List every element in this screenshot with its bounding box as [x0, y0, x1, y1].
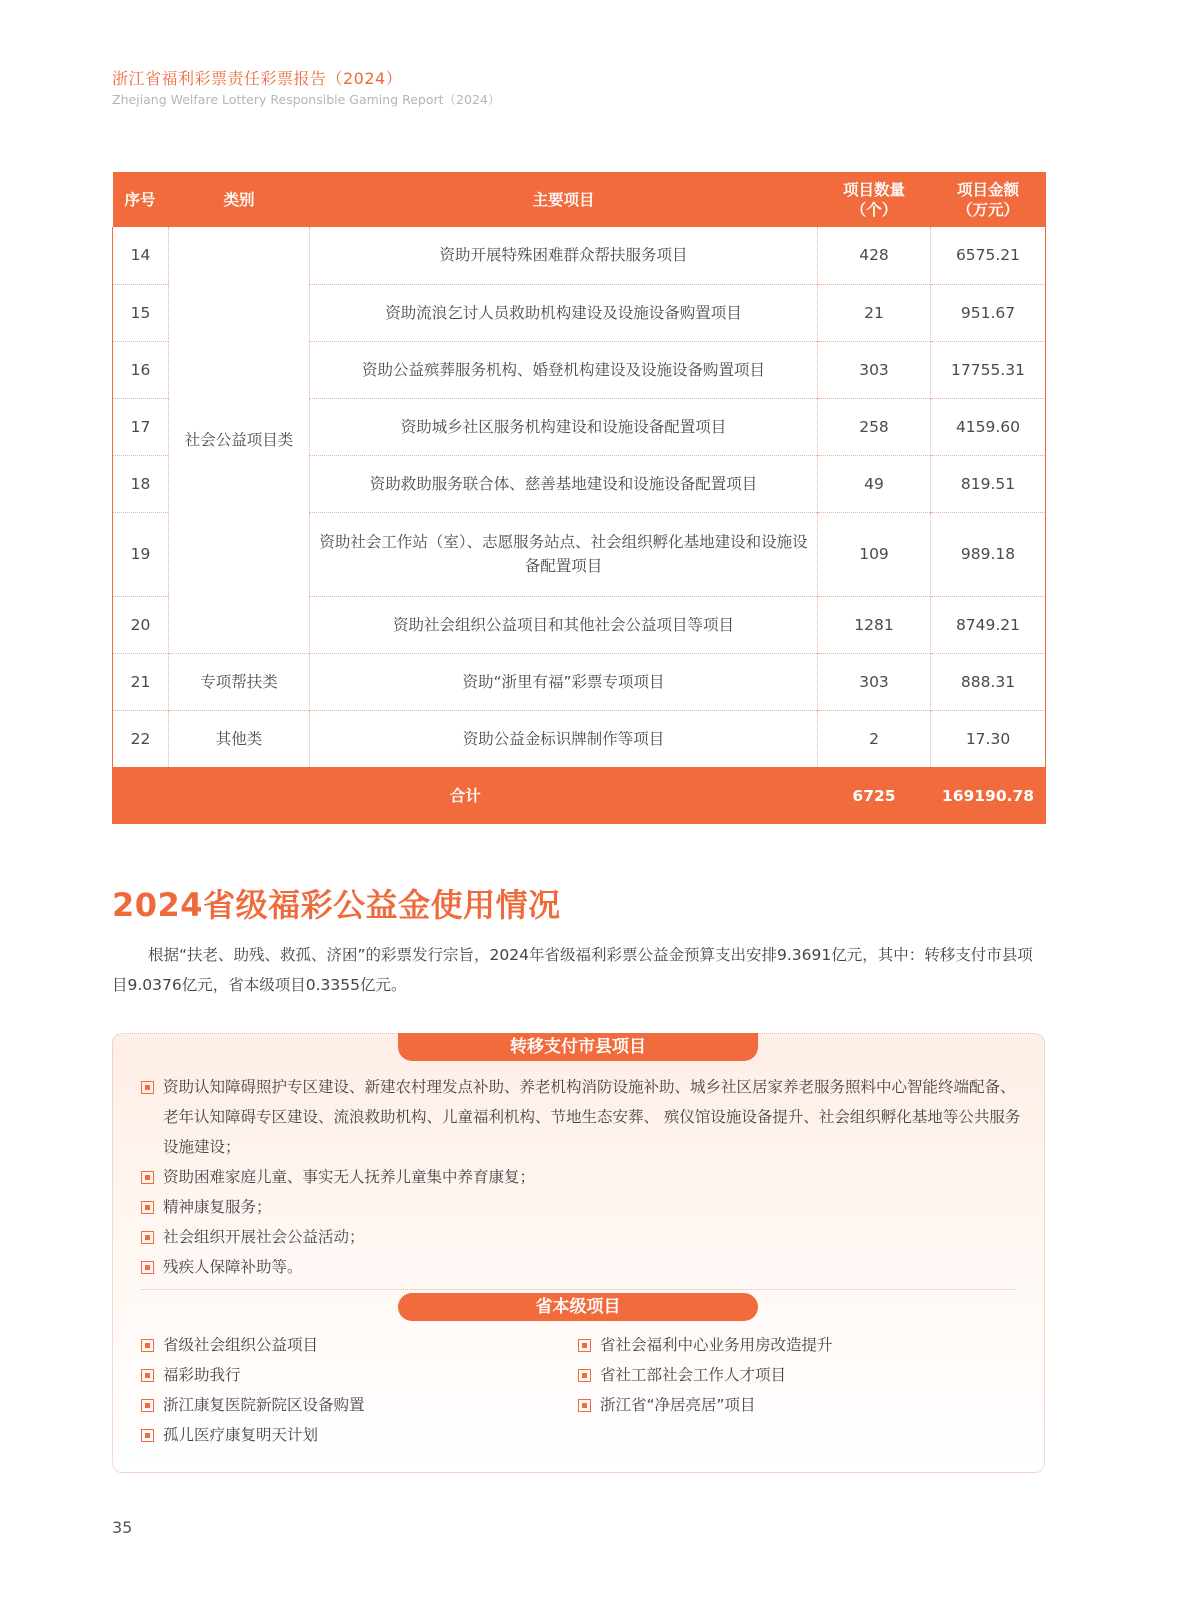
- square-bullet-icon: [141, 1429, 154, 1442]
- header-seq: 序号: [113, 172, 169, 227]
- list-item-text: 精神康复服务；: [163, 1198, 272, 1216]
- list-item: [141, 1360, 561, 1390]
- list-item: [141, 1330, 561, 1360]
- row-count: 21: [818, 284, 931, 341]
- transfer-title-pill: 转移支付市县项目: [398, 1033, 758, 1061]
- row-count: 303: [818, 341, 931, 398]
- header-count-line2: （个）: [850, 200, 898, 219]
- row-count: 49: [818, 455, 931, 512]
- list-item: [141, 1072, 1021, 1162]
- row-count: 303: [818, 653, 931, 710]
- report-title: 浙江省福利彩票责任彩票报告（2024）: [112, 69, 403, 88]
- row-amount: 4159.60: [931, 398, 1046, 455]
- list-item-text: 省社会福利中心业务用房改造提升: [600, 1336, 833, 1354]
- table-row: [113, 710, 1046, 767]
- square-bullet-icon: [141, 1369, 154, 1382]
- row-amount: 819.51: [931, 455, 1046, 512]
- row-amount: 17.30: [931, 710, 1046, 767]
- total-count: 6725: [818, 767, 931, 824]
- funding-box: [112, 1033, 1045, 1473]
- row-count: 2: [818, 710, 931, 767]
- row-project: 资助流浪乞讨人员救助机构建设及设施设备购置项目: [310, 284, 818, 341]
- list-item-text: 孤儿医疗康复明天计划: [163, 1426, 319, 1444]
- list-item-text: 省社工部社会工作人才项目: [600, 1366, 787, 1384]
- row-project: 资助社会工作站（室）、志愿服务站点、社会组织孵化基地建设和设施设备配置项目: [310, 512, 818, 596]
- row-project: 资助公益金标识牌制作等项目: [310, 710, 818, 767]
- row-seq: 20: [113, 596, 169, 653]
- list-item: [141, 1192, 1021, 1222]
- row-seq: 18: [113, 455, 169, 512]
- list-item-text: 资助困难家庭儿童、事实无人抚养儿童集中养育康复；: [163, 1168, 536, 1186]
- header-amount: [931, 172, 1046, 227]
- row-amount: 8749.21: [931, 596, 1046, 653]
- projects-table: [112, 172, 1046, 824]
- row-project: 资助开展特殊困难群众帮扶服务项目: [310, 227, 818, 284]
- row-seq: 21: [113, 653, 169, 710]
- row-project: 资助城乡社区服务机构建设和设施设备配置项目: [310, 398, 818, 455]
- row-seq: 17: [113, 398, 169, 455]
- list-item-text: 省级社会组织公益项目: [163, 1336, 319, 1354]
- list-item-text: 福彩助我行: [163, 1366, 241, 1384]
- page-number: 35: [112, 1518, 133, 1537]
- transfer-list: [141, 1072, 1021, 1282]
- category-cell: 其他类: [169, 710, 310, 767]
- table-header-row: [113, 172, 1046, 227]
- intro-paragraph: 根据“扶老、助残、救孤、济困”的彩票发行宗旨，2024年省级福利彩票公益金预算支出安排9.3691亿元，其中：转移支付市县项目9.0376亿元，省本级项目0.3355亿元。: [112, 946, 1033, 994]
- list-item-text: 浙江康复医院新院区设备购置: [163, 1396, 365, 1414]
- list-item-text: 社会组织开展社会公益活动；: [163, 1228, 365, 1246]
- total-amount: 169190.78: [931, 767, 1046, 824]
- report-header: [112, 68, 500, 108]
- header-count: [818, 172, 931, 227]
- row-seq: 22: [113, 710, 169, 767]
- list-item: [578, 1330, 998, 1360]
- provincial-title-pill: 省本级项目: [398, 1293, 758, 1321]
- row-amount: 951.67: [931, 284, 1046, 341]
- row-count: 1281: [818, 596, 931, 653]
- square-bullet-icon: [578, 1369, 591, 1382]
- row-count: 428: [818, 227, 931, 284]
- list-item: [141, 1420, 561, 1450]
- box-divider: [141, 1289, 1016, 1290]
- list-item: [578, 1360, 998, 1390]
- list-item-text: 残疾人保障补助等。: [163, 1258, 303, 1276]
- total-label: 合计: [113, 767, 818, 824]
- header-amount-line1: 项目金额: [956, 180, 1019, 199]
- list-item-text: 资助认知障碍照护专区建设、新建农村理发点补助、养老机构消防设施补助、城乡社区居家养老服务照料中心智能终端配备、老年认知障碍专区建设、流浪救助机构、儿童福利机构、节地生态安葬、 殡仪馆设施设备提升、社会组织孵化基地等公共服务设施建设；: [163, 1078, 1021, 1156]
- row-project: 资助公益殡葬服务机构、婚登机构建设及设施设备购置项目: [310, 341, 818, 398]
- provincial-list-right: [578, 1330, 998, 1420]
- square-bullet-icon: [578, 1399, 591, 1412]
- row-amount: 989.18: [931, 512, 1046, 596]
- square-bullet-icon: [141, 1339, 154, 1352]
- list-item: [141, 1390, 561, 1420]
- row-seq: 15: [113, 284, 169, 341]
- row-amount: 888.31: [931, 653, 1046, 710]
- list-item: [141, 1162, 1021, 1192]
- total-row: [113, 767, 1046, 824]
- report-subtitle: Zhejiang Welfare Lottery Responsible Gaming Report（2024）: [112, 92, 501, 107]
- list-item: [141, 1222, 1021, 1252]
- square-bullet-icon: [141, 1081, 154, 1094]
- row-amount: 17755.31: [931, 341, 1046, 398]
- category-cell: 社会公益项目类: [169, 227, 310, 653]
- row-project: 资助“浙里有福”彩票专项项目: [310, 653, 818, 710]
- list-item-text: 浙江省“净居亮居”项目: [600, 1396, 756, 1414]
- row-count: 258: [818, 398, 931, 455]
- row-seq: 16: [113, 341, 169, 398]
- header-amount-line2: （万元）: [956, 200, 1019, 219]
- table-row: [113, 653, 1046, 710]
- table-row: [113, 227, 1046, 284]
- list-item: [578, 1390, 998, 1420]
- square-bullet-icon: [578, 1339, 591, 1352]
- header-count-line1: 项目数量: [842, 180, 905, 199]
- header-category: 类别: [169, 172, 310, 227]
- square-bullet-icon: [141, 1261, 154, 1274]
- row-seq: 14: [113, 227, 169, 284]
- row-project: 资助救助服务联合体、慈善基地建设和设施设备配置项目: [310, 455, 818, 512]
- row-count: 109: [818, 512, 931, 596]
- list-item: [141, 1252, 1021, 1282]
- provincial-list-left: [141, 1330, 561, 1450]
- section-title: 2024省级福彩公益金使用情况: [112, 886, 561, 924]
- row-project: 资助社会组织公益项目和其他社会公益项目等项目: [310, 596, 818, 653]
- square-bullet-icon: [141, 1201, 154, 1214]
- row-seq: 19: [113, 512, 169, 596]
- header-project: 主要项目: [310, 172, 818, 227]
- category-cell: 专项帮扶类: [169, 653, 310, 710]
- square-bullet-icon: [141, 1231, 154, 1244]
- square-bullet-icon: [141, 1171, 154, 1184]
- row-amount: 6575.21: [931, 227, 1046, 284]
- square-bullet-icon: [141, 1399, 154, 1412]
